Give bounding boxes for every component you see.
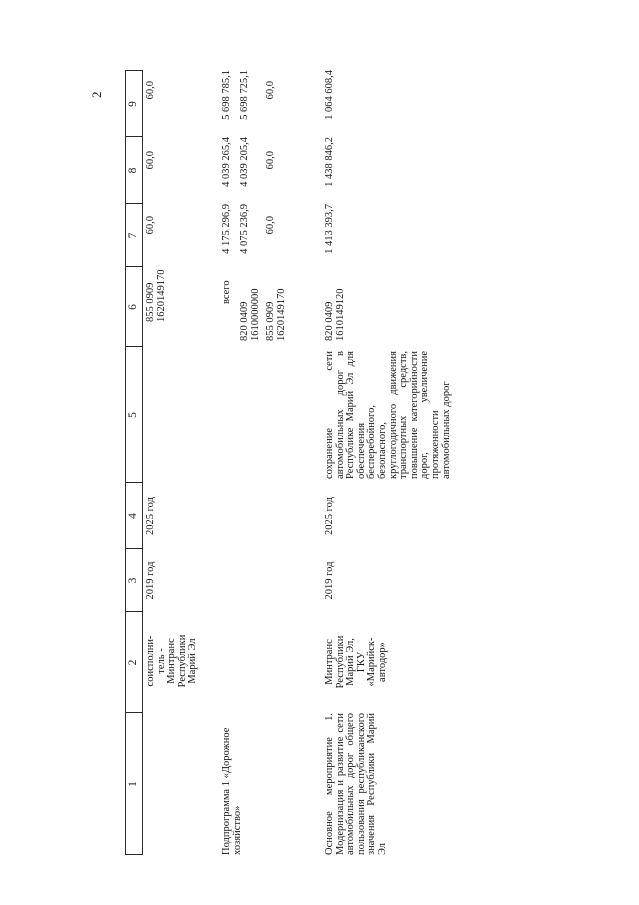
row2-line3-col8: 60,0 xyxy=(265,151,276,170)
row3-activity-title: Основное мероприятие 1. Модернизация и развитие сети автомобильных дорог общего пользования республиканского значения Республики Марий Эл xyxy=(324,713,388,855)
row1-value-col9: 60,0 xyxy=(145,81,156,100)
header-col-4: 4 xyxy=(127,513,139,519)
row2-subprogram-title: Подпрограмма 1 «Дорожное хозяйство» xyxy=(221,727,243,855)
row2-total-col8: 4 039 265,4 xyxy=(221,137,232,187)
row3-budget-code: 820 0409 1610149120 xyxy=(324,288,346,341)
page-number: 2 xyxy=(89,91,104,98)
row3-value-col9: 1 064 608,4 xyxy=(324,70,335,120)
row1-budget-code: 855 0909 1620149170 xyxy=(145,269,167,322)
row2-line2-col9: 5 698 725,1 xyxy=(239,70,250,120)
row2-line2-col8: 4 039 205,4 xyxy=(239,137,250,187)
row1-value-col8: 60,0 xyxy=(145,151,156,170)
row3-start-year: 2019 год xyxy=(324,561,335,600)
header-col-8: 8 xyxy=(127,167,139,174)
row3-end-year: 2025 год xyxy=(324,497,335,535)
row2-line3-col9: 60,0 xyxy=(265,81,276,100)
row2-line2-col7: 4 075 236,9 xyxy=(239,204,250,254)
row3-expected-result: сохранение сети автомобильных дорог в Республике Марий Эл для обеспечения бесперебойного, безопасного, круглогодичного движения транспортных средств, повышение категорийности дорог, увеличение протяженности автомобильных дорог xyxy=(324,351,452,479)
row1-responsible: соисполни- тель - Минтранс Республики Марий Эл xyxy=(145,634,199,688)
row2-budget-code-2: 855 0909 1620149170 xyxy=(265,288,287,341)
row1-start-year: 2019 год xyxy=(145,561,156,600)
row2-budget-code-1: 820 0409 1610000000 xyxy=(239,288,261,341)
row2-total-col7: 4 175 296,9 xyxy=(221,204,232,254)
row3-value-col7: 1 413 393,7 xyxy=(324,204,335,254)
row1-value-col7: 60,0 xyxy=(145,216,156,235)
header-col-3: 3 xyxy=(127,577,139,584)
header-col-7: 7 xyxy=(127,232,139,239)
header-col-5: 5 xyxy=(127,412,139,418)
row2-line3-col7: 60,0 xyxy=(265,216,276,235)
row2-total-col9: 5 698 785,1 xyxy=(221,70,232,120)
row3-value-col8: 1 438 846,2 xyxy=(324,137,335,187)
row1-end-year: 2025 год xyxy=(145,497,156,535)
row2-total-label: всего xyxy=(221,280,232,304)
header-col-6: 6 xyxy=(127,304,139,310)
header-col-1: 1 xyxy=(127,781,139,787)
header-bottom-border xyxy=(142,70,143,855)
header-col-2: 2 xyxy=(127,659,139,666)
header-col-9: 9 xyxy=(127,101,139,107)
row3-responsible: Минтранс Республики Марий Эл, ГКУ «Марийск- автодор» xyxy=(324,635,388,689)
